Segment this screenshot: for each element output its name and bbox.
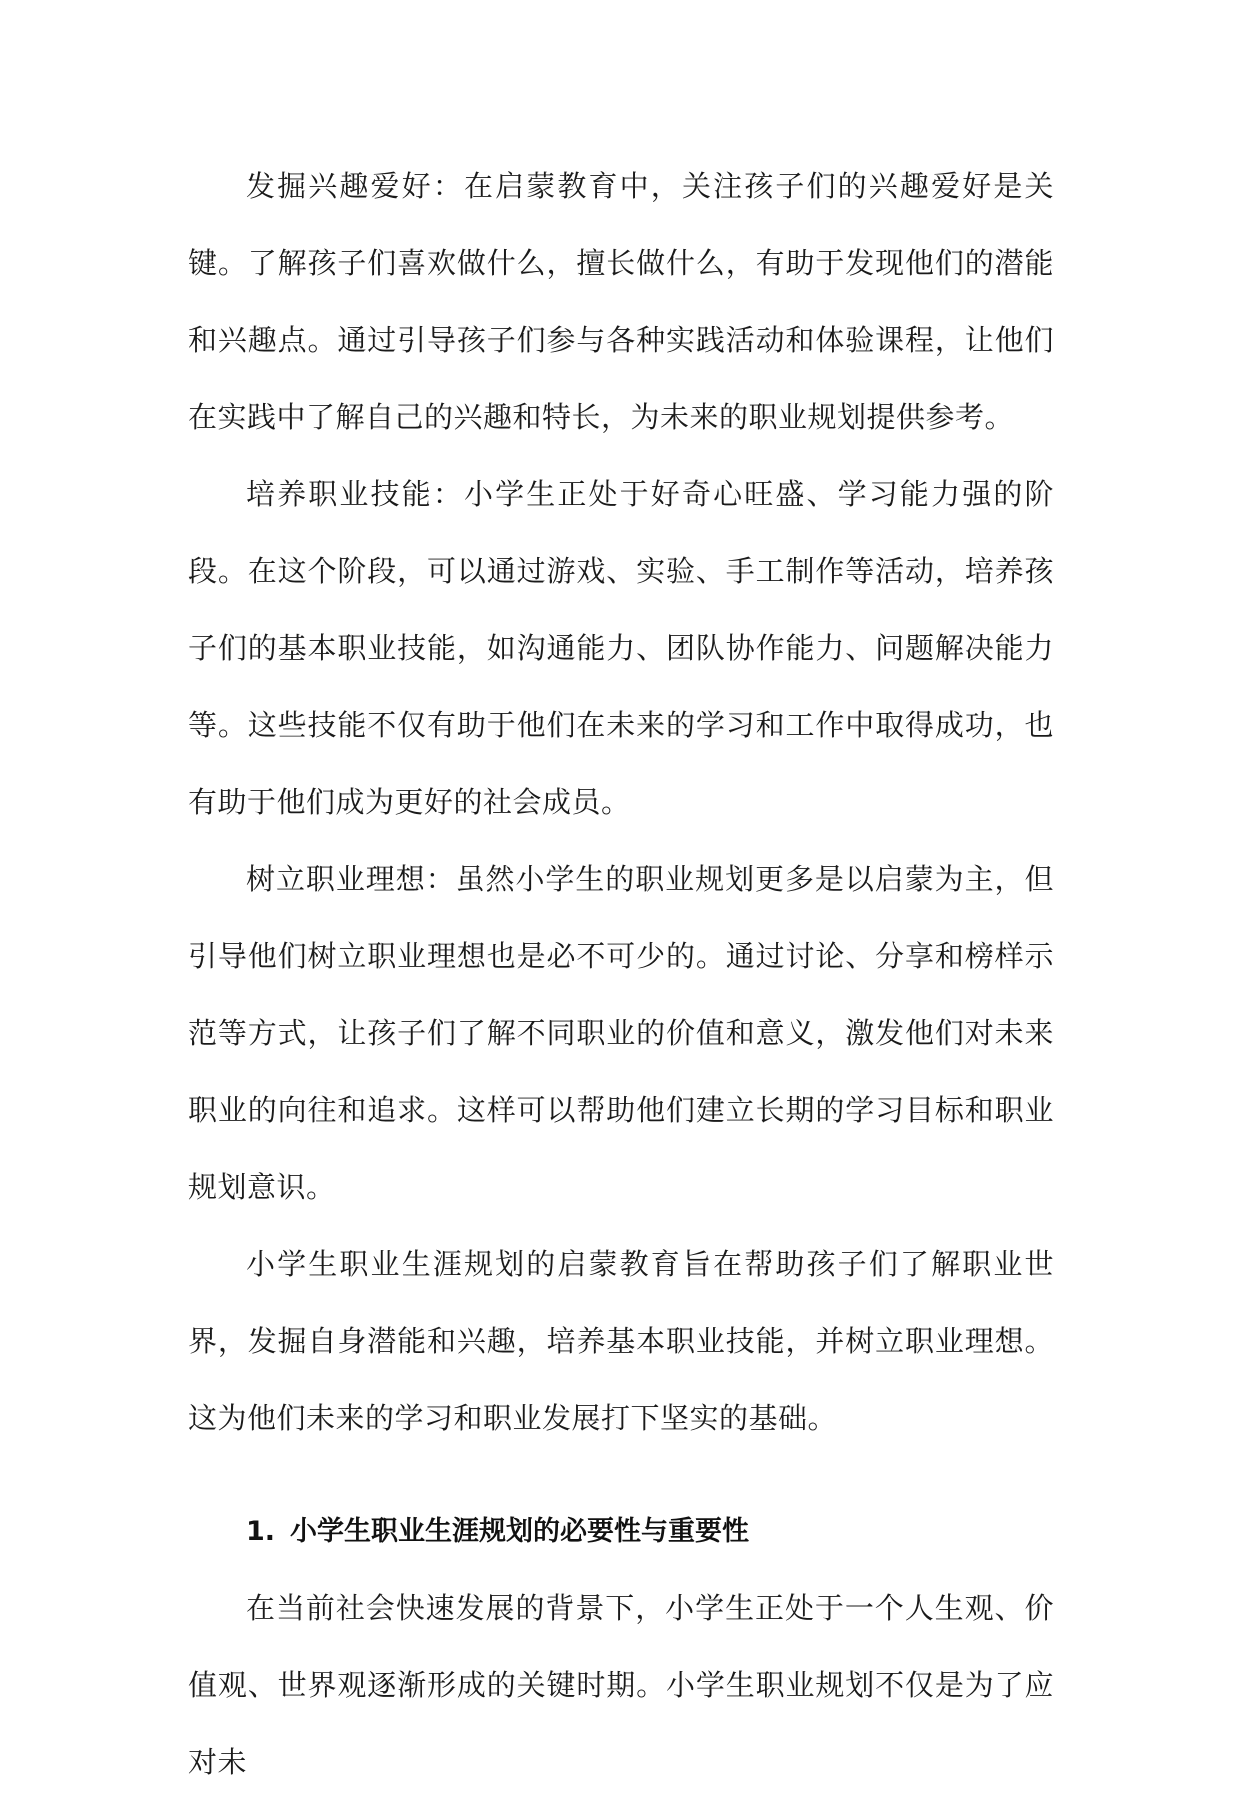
paragraph-interests: 发掘兴趣爱好：在启蒙教育中，关注孩子们的兴趣爱好是关键。了解孩子们喜欢做什么，擅长做什么，有助于发现他们的潜能和兴趣点。通过引导孩子们参与各种实践活动和体验课程，让他们在实践中了解自己的兴趣和特长，为未来的职业规划提供参考。 (188, 169, 1054, 434)
document-body (188, 148, 1054, 1801)
section-title: 小学生职业生涯规划的必要性与重要性 (290, 1516, 749, 1547)
section-heading (188, 1493, 1054, 1570)
paragraph-ideals: 树立职业理想：虽然小学生的职业规划更多是以启蒙为主，但引导他们树立职业理想也是必不可少的。通过讨论、分享和榜样示范等方式，让孩子们了解不同职业的价值和意义，激发他们对未来职业的向往和追求。这样可以帮助他们建立长期的学习目标和职业规划意识。 (188, 862, 1054, 1204)
paragraph-summary: 小学生职业生涯规划的启蒙教育旨在帮助孩子们了解职业世界，发掘自身潜能和兴趣，培养基本职业技能，并树立职业理想。这为他们未来的学习和职业发展打下坚实的基础。 (188, 1247, 1054, 1435)
section-number: 1. (246, 1516, 276, 1547)
paragraph-skills: 培养职业技能：小学生正处于好奇心旺盛、学习能力强的阶段。在这个阶段，可以通过游戏、实验、手工制作等活动，培养孩子们的基本职业技能，如沟通能力、团队协作能力、问题解决能力等。这些技能不仅有助于他们在未来的学习和工作中取得成功，也有助于他们成为更好的社会成员。 (188, 477, 1054, 819)
section-spacer (188, 1457, 1054, 1493)
paragraph-necessity: 在当前社会快速发展的背景下，小学生正处于一个人生观、价值观、世界观逐渐形成的关键时期。小学生职业规划不仅是为了应对未 (188, 1591, 1054, 1779)
